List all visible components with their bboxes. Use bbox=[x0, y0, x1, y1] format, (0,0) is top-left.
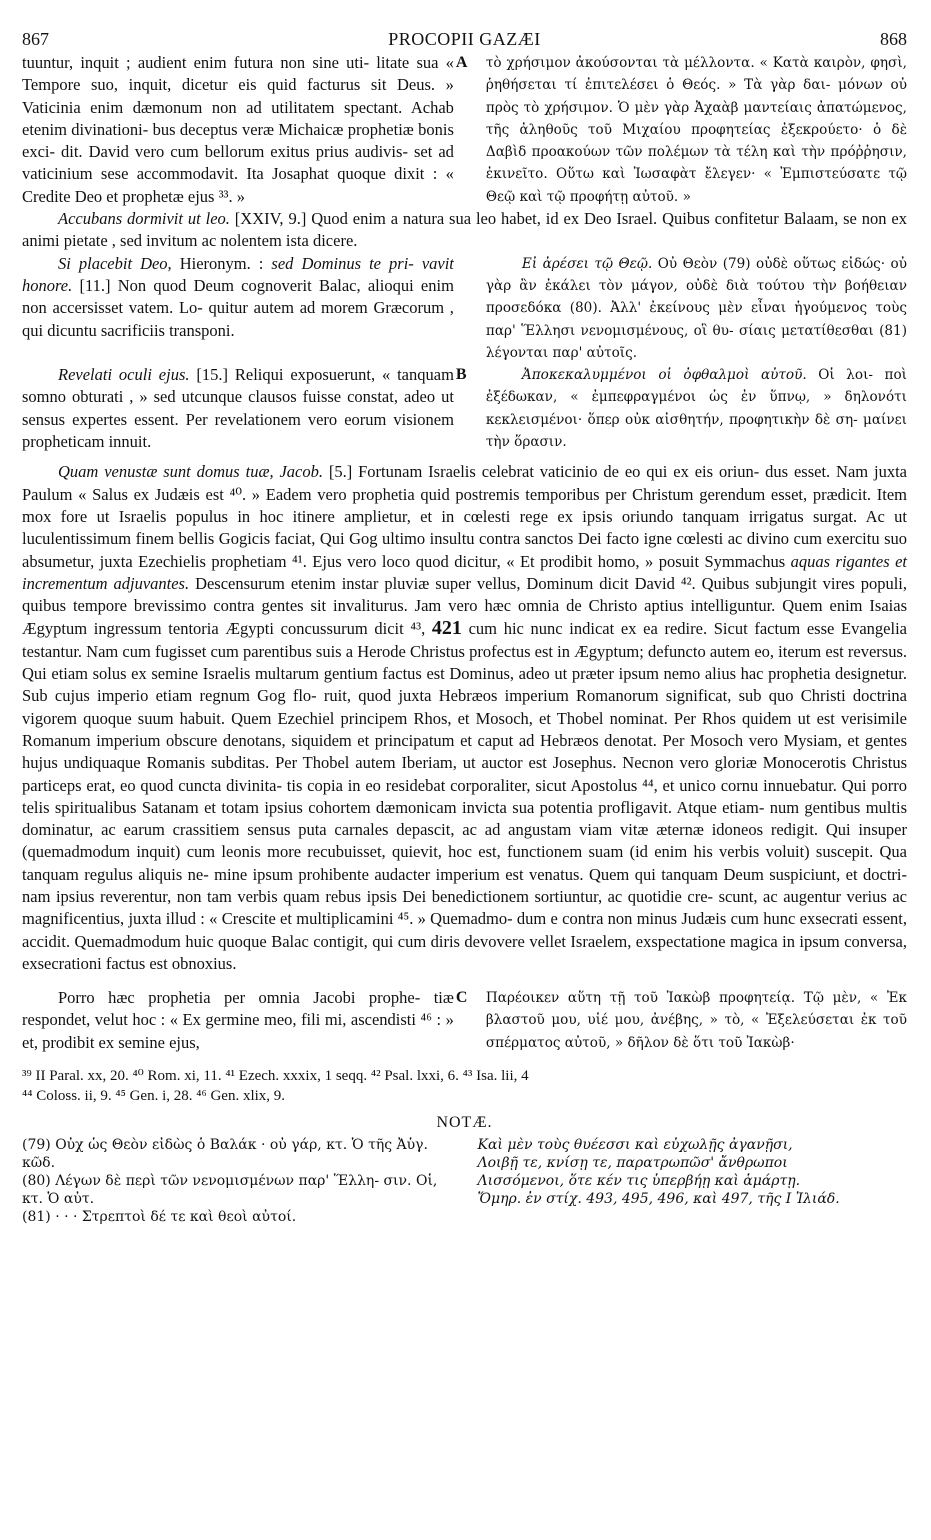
lemma: Ἀποκεκαλυμμένοι οἱ ὀφθαλμοὶ αὐτοῦ. bbox=[521, 367, 807, 384]
greek-column: τὸ χρήσιμον ἀκούσονται τὰ μέλλοντα. « Κατὰ καιρὸν, φησὶ, ῥηθήσεται τί ἐπιτελέσει ὁ Θεός. » Τὰ γὰρ δαι- μόνων οὐ πρὸς τὸ χρήσιμον. Ὁ μὲν γὰρ Ἀχαὰβ μαντείαις ἀπατώμενος, τῆς ἀληθοῦς τοῦ Μιχαίου προφητείας ἐξεκρούετο· ὁ δὲ Δαβὶδ προακούων τῶν πολέμων τὰ τέλη καὶ τὴν πρόῤῥησιν, ἐκινεῖτο. Οὕτω καὶ Ἰωσαφὰτ ἔλεγεν· « Ἐμπιστεύσατε τῷ Θεῷ καὶ τῷ προφήτῃ αὐτοῦ. » bbox=[485, 55, 907, 205]
paragraph-accubans bbox=[22, 208, 907, 253]
lemma: sed Dominus te pri- vavit honore. bbox=[22, 253, 454, 295]
lemma: Si placebit Deo, bbox=[58, 253, 172, 273]
paragraph-text: Descensurum etenim instar pluviæ super vellus, Dominum dicit David ⁴². Quibus subjungit vires populi, quibus tempore brevissimo contra gentes sit invaliturus. Jam vero hæc omnia de Christo aptius intelliguntur. Quem enim Isaias Ægyptum ingressum tentoria Ægypti concussurum dicit ⁴³, bbox=[22, 573, 907, 639]
parallel-block-4 bbox=[22, 987, 907, 1054]
footnotes bbox=[22, 1066, 907, 1106]
footnote-line: ⁴⁴ Coloss. ii, 9. ⁴⁵ Gen. i, 28. ⁴⁶ Gen. xlix, 9. bbox=[22, 1088, 286, 1105]
paragraph-text: cum hic nunc indicat ex ea redire. Sicut factum esse Evangelia testantur. Nam cum fugisset cum parentibus suis a Herode Christus profectus est in Ægyptum; defuncto autem eo, iterum est reversus. Qui etiam solus ex semine Israelis multarum gentium factus est Dominus, adeo ut præter ipsum nemo alius hac prophetia designetur. Sub cujus imperio etiam regnum Gog flo- ruit, quod juxta Hebræos imperium Romanorum significat, sub quo Christi doctrina vigorem quoque suum habuit. Quem Ezechiel principem Rhos, et Mosoch, et Thobel nominat. Per Rhos quidem ut est verisimile Romanum imperium obscure denotans, siquidem et principatum et caput ad Hebræos denotat. Per Mosoch vero Mysiam, et gentes hujus undiquaque Romanis subditas. Per Thobel autem Iberiam, ut auctor est Josephus. Necnon vero gloriæ Monocerotis Christus particeps erat, eo quod cuncta divinita- tis copia in eo residebat corporaliter, sicut Apostolus ⁴⁴, et unico cornu innuebatur. Qui porro telis spiritualibus Satanam et totam ipsius cohortem dæmonicam invicta sua potentia profligavit. Atque etiam- num gentibus multis dominatur, ac earum crassitiem sensus puta carnales depascit, ac ad angustam viam vitæ æternæ idoneos redigit. Qui insuper (quemadmodum inquit) cum leonis more recubuisset, quievit, hoc est, functionem suam (id enim his verbis voluit) suscepit. Qua tanquam regulus aliquis ne- mine ipsum prohibente audacter imperium est venatus. Quem qui tanquam Deum suspiciunt, et doctri- nam ipsius reverentur, non tam verbis quam rebus ipsis Dei benedictionem sortiuntur, ac quotidie cre- scunt, ac augentur verius ac magnificentius, juxta illud : « Crescite et multiplicamini ⁴⁵. » Quemadmo- dum e contra non minus Judæis cum hunc exsecrati essent, accidit. Quemadmodum huic quoque Balac contigit, qui cum diris devovere vellet Israelem, exspectatione magica in ipsum conversa, exsecrationi factus est obnoxius. bbox=[22, 619, 907, 973]
parallel-block-1 bbox=[22, 52, 907, 208]
notes-right-column bbox=[478, 1136, 908, 1226]
paragraph-text: [5.] Fortunam Israelis celebrat vaticinio de eo qui ex eis oriun- dus esset. Nam juxta Paulum « Salus ex Judæis est ⁴⁰. » Eadem vero prophetia quid postremis temporibus per Christum gerendum esset, prædicit. Item mox fore ut Israelis populus in hoc itinere amplietur, et in cœlesti rege ex ipsis oriundo tanquam irrigatus surgat. Ac ut luculentissimum finem bellis Gogicis faciat, Qui Gog ultimo insultu contra sanctos Dei facto igne cœlesti ac divino cum exercitu suo absumetur, juxta Ezechielis prophetiam ⁴¹. Ejus vero loco quod dicitur, « Et prodibit homo, » posuit Symmachus bbox=[22, 462, 907, 571]
note-entry: (80) Λέγων δὲ περὶ τῶν νενομισμένων παρ' Ἕλλη- σιν. Οἱ, κτ. Ὁ αὐτ. bbox=[22, 1173, 438, 1208]
greek-column bbox=[486, 364, 907, 453]
section-marker-a: A bbox=[455, 54, 468, 71]
latin-column bbox=[22, 253, 454, 364]
verse-line: Καὶ μὲν τοὺς θυέεσσι καὶ εὐχωλῇς ἀγανῇσι, bbox=[477, 1137, 793, 1154]
lemma: Quam venustæ sunt domus tuæ, Jacob. bbox=[58, 462, 323, 482]
parallel-block-2 bbox=[22, 253, 907, 364]
running-header bbox=[22, 28, 907, 52]
running-title: PROCOPII GAZÆI bbox=[388, 29, 541, 49]
italic-phrase: aquas rigantes et incrementum adjuvantes. bbox=[22, 551, 907, 593]
lemma: Revelati oculi ejus. bbox=[58, 365, 190, 385]
page bbox=[22, 28, 907, 1226]
footnote-line: ³⁹ II Paral. xx, 20. ⁴⁰ Rom. xi, 11. ⁴¹ Ezech. xxxix, 1 seqq. ⁴² Psal. lxxi, 6. ⁴³ Isa. lii, 4 bbox=[22, 1068, 529, 1085]
paragraph-text: Hieronym. : bbox=[171, 253, 272, 273]
greek-column: Παρέοικεν αὕτη τῇ τοῦ Ἰακὼβ προφητείᾳ. Τῷ μὲν, « Ἐκ βλαστοῦ μου, υἱέ μου, ἀνέβης, » τὸ, « Ἐξελεύσεται ἐκ τοῦ σπέρματος αὐτοῦ, » δῆλον δὲ ὅτι τοῦ Ἰακὼβ· bbox=[485, 990, 907, 1051]
notes-heading: NOTÆ. bbox=[436, 1114, 493, 1132]
paragraph-text: Οἱ λοι- ποὶ ἐξέδωκαν, « ἐμπεφραγμένοι ὡς ἐν ὕπνῳ, » δηλονότι κεκλεισμένοι· ὅπερ οὐκ αἰσθητήν, προφητικὴν δὲ ση- μαίνει τὴν ὅρασιν. bbox=[485, 367, 907, 451]
latin-column: Porro hæc prophetia per omnia Jacobi prophe- tiæ respondet, velut hoc : « Ex germine meo, fili mi, ascendisti ⁴⁶ : » et, prodibit ex semine ejus, bbox=[22, 988, 454, 1052]
latin-column bbox=[22, 364, 454, 453]
paragraph-text: [11.] Non quod Deum cognoverit Balac, alioqui enim non accersisset vatem. Lo- quitur autem ad morem Græcorum , qui dicuntu sacrificiis transponi. bbox=[22, 275, 454, 340]
paragraph-text: [15.] Reliqui exposuerunt, « tanquam somno obturati , » sed utcunque clausos fuisse constat, adeo ut sensus expertes essent. Per revelationem vero eorum visionem propheticam innuit. bbox=[22, 365, 454, 452]
notes-left-column bbox=[22, 1136, 452, 1226]
lemma: Εἰ ἀρέσει τῷ Θεῷ. bbox=[521, 255, 653, 272]
paragraph-text: Οὐ Θεὸν (79) οὐδὲ οὕτως εἰδώς· οὐ γὰρ ἂν ἐκάλει τὸν μάγον, οὐδὲ διὰ τούτου τὴν βοήθειαν προσεδόκα (80). Ἀλλ' ἐκείνους μὲν εἶναι ἡγούμενος τοὺς παρ' Ἕλλησι νενομισμένους, οἳ θυ- σίαις μετατίθεσθαι (81) λέγονται παρ' αὐτοῖς. bbox=[485, 255, 908, 361]
note-entry: (79) Οὐχ ὡς Θεὸν εἰδὼς ὁ Βαλάκ · οὐ γάρ, κτ. Ὁ τῆς Ἀὑγ. κῶδ. bbox=[22, 1137, 428, 1172]
latin-column: tuuntur, inquit ; audient enim futura non sine uti- litate sua « Tempore suo, inquit, dicetur eis quid facturus sit Deus. » Vaticinia enim dæmonum non ad utilitatem spectant. Achab etenim divinationi- bus deceptus veræ Michaicæ prophetiæ bonis exci- dit. David vero cum bellorum exitus prius audivis- set ad vaticinium sese accommodavit. Ita Josaphat quoque dixit : « Credite Deo et prophetæ ejus ³³. » bbox=[22, 53, 454, 206]
notes-section bbox=[22, 1136, 907, 1226]
section-marker-b: B bbox=[455, 366, 467, 384]
note-entry: (81) · · · Στρεπτοὶ δέ τε καὶ θεοὶ αὐτοί. bbox=[22, 1209, 297, 1226]
greek-column bbox=[486, 253, 907, 364]
paragraph-text: [XXIV, 9.] Quod enim a natura sua leo habet, id ex Deo Israel. Quibus confitetur Balaam, se non ex animi pietate , sed invitum ac nolentem ista dicere. bbox=[22, 209, 907, 251]
verse-line: Λισσόμενοι, ὅτε κέν τις ὑπερβήῃ καὶ ἁμάρτῃ. bbox=[477, 1173, 801, 1190]
paragraph-quam-venustae bbox=[22, 461, 907, 975]
verse-line: Λοιβῇ τε, κνίσῃ τε, παρατρωπῶσ' ἄνθρωποι bbox=[477, 1155, 788, 1172]
lemma: Accubans dormivit ut leo. bbox=[58, 209, 230, 229]
left-column-number: 867 bbox=[22, 29, 49, 49]
column-number-marker: 421 bbox=[431, 617, 462, 640]
parallel-block-3 bbox=[22, 364, 907, 453]
citation-line: Ὅμηρ. ἐν στίχ. 493, 495, 496, καὶ 497, τῆς Ι Ἰλιάδ. bbox=[477, 1191, 840, 1208]
right-column-number: 868 bbox=[879, 29, 907, 49]
section-marker-c: C bbox=[455, 989, 468, 1007]
